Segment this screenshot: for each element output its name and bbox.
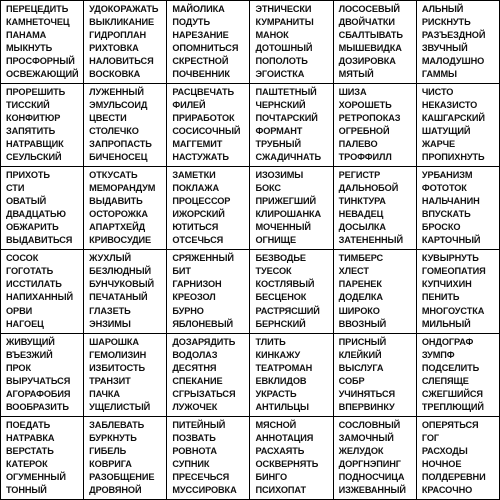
word: КУПЧИХИН bbox=[421, 279, 472, 290]
word: ПАНАМА bbox=[6, 29, 47, 40]
word: ШАТУЩИЙ bbox=[421, 126, 471, 137]
word: ШАРОШКА bbox=[89, 336, 139, 347]
word: ШИЗА bbox=[338, 87, 367, 97]
word: КРЕОЗОЛ bbox=[172, 292, 216, 303]
word: КАРТОЧНЫЙ bbox=[421, 235, 481, 246]
grid-cell bbox=[417, 334, 500, 417]
word: КЛИРОШАНКА bbox=[255, 209, 322, 220]
word: ПАЛЕВО bbox=[338, 139, 378, 150]
word: ДОРГНЭПИНГ bbox=[338, 458, 401, 469]
word: РИХТОВКА bbox=[89, 42, 139, 53]
word: ПРОЦЕССОР bbox=[172, 196, 231, 207]
grid-cell bbox=[334, 1, 417, 84]
word: ЯБЛОНЕВЫЙ bbox=[172, 318, 233, 329]
word: ОВАТЫЙ bbox=[6, 196, 47, 207]
word: ТРОФФИЛЛ bbox=[338, 152, 392, 163]
grid-cell bbox=[250, 334, 333, 417]
word: ДОТОШНЫЙ bbox=[255, 42, 313, 53]
grid-cell bbox=[84, 84, 167, 167]
word: НАЛЬЧАНИН bbox=[421, 196, 480, 207]
grid-cell bbox=[167, 334, 250, 417]
word: АНТИЛЬЦЫ bbox=[255, 401, 309, 412]
word: ПСИХОПАТ bbox=[255, 484, 306, 495]
grid-cell bbox=[1, 1, 84, 84]
word: ЭМУЛЬСОИД bbox=[89, 100, 148, 111]
word: МАЙОЛИКА bbox=[172, 3, 225, 14]
word: МАНОК bbox=[255, 29, 289, 40]
word: СОБР bbox=[338, 375, 365, 386]
word: ЕВКЛИДОВ bbox=[255, 375, 307, 386]
word: СОСИСОЧНЫЙ bbox=[172, 126, 241, 137]
word: ЛУЖЕННЫЙ bbox=[89, 87, 144, 97]
word: ВОСКОВКА bbox=[89, 69, 141, 80]
word: МЫШЕВИДКА bbox=[338, 42, 402, 53]
word: УДОКОРАЖАТЬ bbox=[89, 3, 159, 14]
word: СПЕКАНИЕ bbox=[172, 375, 223, 386]
grid-cell bbox=[84, 417, 167, 500]
word: МУССИРОВКА bbox=[172, 484, 237, 495]
word: МЯСНОЙ bbox=[255, 419, 297, 430]
word: ЖИВУЩИЙ bbox=[6, 336, 55, 347]
grid-cell bbox=[167, 167, 250, 250]
word: КОСТЛЯВЫЙ bbox=[255, 279, 315, 290]
grid-cell bbox=[334, 250, 417, 333]
word: ГИДРОПЛАН bbox=[89, 29, 147, 40]
grid-cell bbox=[84, 250, 167, 333]
word: РАЗЪЕЗДНОЙ bbox=[421, 29, 486, 40]
word: ПРОРЕШИТЬ bbox=[6, 87, 66, 97]
word: ПЕРЕЦЕДИТЬ bbox=[6, 3, 69, 14]
word: ДВОЙЧАТКИ bbox=[338, 16, 395, 27]
word: ХОРОШЕТЬ bbox=[338, 100, 392, 111]
word: ИЗЖЕВАННЫЙ bbox=[338, 484, 406, 495]
grid-cell bbox=[250, 417, 333, 500]
word: ОГРЕБНОЙ bbox=[338, 126, 390, 137]
word: ПОЧТАРСКИЙ bbox=[255, 113, 318, 124]
word: НОЧНОЕ bbox=[421, 458, 462, 469]
word: ЭТНИЧЕСКИ bbox=[255, 3, 312, 14]
word: РАСХАЯТЬ bbox=[255, 445, 305, 456]
grid-cell bbox=[334, 84, 417, 167]
word: ДОДЕЛКА bbox=[338, 292, 383, 303]
word: ТРЕПЛЮЩИЙ bbox=[421, 401, 484, 412]
word: РИСКНУТЬ bbox=[421, 16, 471, 27]
word: ТРУБНЫЙ bbox=[255, 139, 301, 150]
word: ПЕЧАТАНЫЙ bbox=[89, 292, 148, 303]
word: ПАЧКА bbox=[89, 388, 120, 399]
word: ГИБЕЛЬ bbox=[89, 445, 127, 456]
word: ЖЕЛУДОК bbox=[338, 445, 384, 456]
word: ТРАНЗИТ bbox=[89, 375, 131, 386]
word: ДЕСЯТНЯ bbox=[172, 362, 217, 373]
grid-cell bbox=[334, 417, 417, 500]
word: ГЕМОЛИЗИН bbox=[89, 349, 147, 360]
word: ПОЧВЕННИК bbox=[172, 69, 230, 80]
word: ВООБРАЗИТЬ bbox=[6, 401, 69, 412]
word: СЖАДИЧНАТЬ bbox=[255, 152, 322, 163]
word: ПРОК bbox=[6, 362, 31, 373]
word: СОСОК bbox=[6, 253, 39, 264]
word: ЗАБЛЕВАТЬ bbox=[89, 419, 145, 430]
word: РЕГИСТР bbox=[338, 170, 381, 181]
word: ПОДНОСЧИЦА bbox=[338, 471, 405, 482]
word: ИЗОЗИМЫ bbox=[255, 170, 304, 181]
word: ОПЕРЯТЬСЯ bbox=[421, 419, 479, 430]
grid-cell bbox=[167, 1, 250, 84]
word: ЖУХЛЫЙ bbox=[89, 253, 131, 264]
grid-cell bbox=[1, 167, 84, 250]
word: ПРОПИХНУТЬ bbox=[421, 152, 485, 163]
word: ПРЕСЕЧЬСЯ bbox=[172, 471, 230, 482]
grid-cell bbox=[417, 417, 500, 500]
word: ЗВУЧНЫЙ bbox=[421, 42, 468, 53]
word: ЗАТЕНЕННЫЙ bbox=[338, 235, 403, 246]
word: НАГОЕЦ bbox=[6, 318, 44, 329]
word: УЧИНЯТЬСЯ bbox=[338, 388, 395, 399]
word: ГОМЕОПАТИЯ bbox=[421, 266, 486, 277]
word: АЛЬНЫЙ bbox=[421, 3, 464, 14]
word: КАШГАРСКИЙ bbox=[421, 113, 485, 124]
word: КАТЕРОК bbox=[6, 458, 48, 469]
word: КИНКАЖУ bbox=[255, 349, 301, 360]
word: АННОТАЦИЯ bbox=[255, 432, 314, 443]
word: БОКС bbox=[255, 183, 281, 194]
grid-cell bbox=[167, 417, 250, 500]
word: ТОННЫЙ bbox=[6, 484, 47, 495]
word: ЗАПРОПАСТЬ bbox=[89, 139, 152, 150]
word: КРИВОСУДИЕ bbox=[89, 235, 152, 246]
word: ВЫКЛИКАНИЕ bbox=[89, 16, 155, 27]
word: ПОКЛАЖА bbox=[172, 183, 220, 194]
word: ИССТИЛАТЬ bbox=[6, 279, 62, 290]
word: ПОДУТЬ bbox=[172, 16, 210, 27]
grid-cell bbox=[250, 1, 333, 84]
word: ПРИРАБОТОК bbox=[172, 113, 235, 124]
word: УЩЕЛИСТЫЙ bbox=[89, 401, 151, 412]
word: ГЛАЗЕТЬ bbox=[89, 305, 131, 316]
word: ПРОСФОРНЫЙ bbox=[6, 56, 75, 67]
word: ФОТОТОК bbox=[421, 183, 467, 194]
word: ПРИСНЫЙ bbox=[338, 336, 387, 347]
word: ПОЛДЕРЕВНИ bbox=[421, 471, 486, 482]
word: СКРЕСТНОЙ bbox=[172, 56, 229, 67]
grid-cell bbox=[84, 334, 167, 417]
word: МЕМОРАНДУМ bbox=[89, 183, 156, 194]
word: СБАЛТЫВАТЬ bbox=[338, 29, 403, 40]
grid-cell bbox=[334, 167, 417, 250]
word: ОГУМЕННЫЙ bbox=[6, 471, 66, 482]
word: ОПОМНИТЬСЯ bbox=[172, 42, 239, 53]
word: ВПЕРВИНКУ bbox=[338, 401, 395, 412]
word: УРБАНИЗМ bbox=[421, 170, 473, 181]
word: ТУЕСОК bbox=[255, 266, 292, 277]
word: ШИРОКО bbox=[338, 305, 380, 316]
word: БУНЧУКОВЫЙ bbox=[89, 279, 155, 290]
word: ВЫСЛУГА bbox=[338, 362, 384, 373]
word: ЗАПЯТИТЬ bbox=[6, 126, 56, 137]
word: РАСХОДЫ bbox=[421, 445, 468, 456]
word: СУПНИК bbox=[172, 458, 210, 469]
grid-cell bbox=[167, 250, 250, 333]
word: ДРОВЯНОЙ bbox=[89, 484, 142, 495]
word: ВЫДАВИТЬ bbox=[89, 196, 143, 207]
word: РАЗОБЩЕНИЕ bbox=[89, 471, 155, 482]
word: АГОРАФОБИЯ bbox=[6, 388, 71, 399]
word: НЕВАДЕЦ bbox=[338, 209, 384, 220]
word: БИЧЕНОСЕЦ bbox=[89, 152, 148, 163]
word: ГАММЫ bbox=[421, 69, 457, 80]
word: ВОДОЛАЗ bbox=[172, 349, 218, 360]
word: ВЫДАВИТЬСЯ bbox=[6, 235, 73, 246]
word: ГОГ bbox=[421, 432, 439, 443]
word: ОТКУСАТЬ bbox=[89, 170, 138, 181]
word: ИЗБИТОСТЬ bbox=[89, 362, 145, 373]
word: ПЕНИТЬ bbox=[421, 292, 460, 303]
word: КУМРАНИТЫ bbox=[255, 16, 314, 27]
word: ПОДСЕЛИТЬ bbox=[421, 362, 480, 373]
grid-cell bbox=[250, 250, 333, 333]
word: РОВНОТА bbox=[172, 445, 217, 456]
word: ВЫРУЧАТЬСЯ bbox=[6, 375, 71, 386]
word: НАТРАВКА bbox=[6, 432, 55, 443]
grid-cell bbox=[417, 84, 500, 167]
word: ЗУМПФ bbox=[421, 349, 455, 360]
grid-cell bbox=[167, 84, 250, 167]
grid-cell bbox=[250, 84, 333, 167]
word: БИНГО bbox=[255, 471, 288, 482]
word: СЖЕГШИЙСЯ bbox=[421, 388, 483, 399]
word: НАРЕЗАНИЕ bbox=[172, 29, 229, 40]
word: КОВРИГА bbox=[89, 458, 132, 469]
grid-cell bbox=[1, 334, 84, 417]
word: ЧЕРНСКИЙ bbox=[255, 100, 306, 111]
grid-cell bbox=[84, 167, 167, 250]
word: ТИССКИЙ bbox=[6, 100, 50, 111]
word: ДОЗАРЯДИТЬ bbox=[172, 336, 236, 347]
grid-cell bbox=[417, 250, 500, 333]
word: ДОСЫЛКА bbox=[338, 222, 386, 233]
word: СОСЛОВНЫЙ bbox=[338, 419, 401, 430]
word: ДОЗИРОВКА bbox=[338, 56, 396, 67]
word: БЕРНСКИЙ bbox=[255, 318, 306, 329]
word: ПОЗВАТЬ bbox=[172, 432, 216, 443]
word: ВЕРСТАТЬ bbox=[6, 445, 54, 456]
word: ПОПОЛОТЬ bbox=[255, 56, 308, 67]
word: НАСТУЖАТЬ bbox=[172, 152, 229, 163]
word: СЕУЛЬСКИЙ bbox=[6, 152, 62, 163]
word: ВВОЗНЫЙ bbox=[338, 318, 387, 329]
word: РАСЦВЕЧАТЬ bbox=[172, 87, 235, 97]
word: ЖАРЧЕ bbox=[421, 139, 455, 150]
word: МАГГЕМИТ bbox=[172, 139, 223, 150]
word: ПАШТЕТНЫЙ bbox=[255, 87, 317, 97]
word: БРОСКО bbox=[421, 222, 461, 233]
word: КАМНЕТОЧЕЦ bbox=[6, 16, 70, 27]
word: ЛОСОСЕВЫЙ bbox=[338, 3, 400, 14]
word: РАСТРЯСШИЙ bbox=[255, 305, 320, 316]
word: СЛЕПЯЩЕ bbox=[421, 375, 469, 386]
word: ОСВЕЖАЮЩИЙ bbox=[6, 69, 79, 80]
word: ТЕАТРОМАН bbox=[255, 362, 313, 373]
word: ОСКВЕРНЯТЬ bbox=[255, 458, 319, 469]
grid-cell bbox=[250, 167, 333, 250]
word: ПАРЕНЕК bbox=[338, 279, 382, 290]
word: СТОЛЕЧКО bbox=[89, 126, 139, 137]
word: ОБЖАРИТЬ bbox=[6, 222, 59, 233]
word: НАТРАВЩИК bbox=[6, 139, 64, 150]
word: АПАРТХЕЙД bbox=[89, 222, 146, 233]
grid-cell bbox=[417, 167, 500, 250]
word: ПРИХОТЬ bbox=[6, 170, 50, 181]
word: ОРВИ bbox=[6, 305, 33, 316]
word: ЗАМЕТКИ bbox=[172, 170, 216, 181]
word: БИТ bbox=[172, 266, 191, 277]
word: ОНДОГРАФ bbox=[421, 336, 474, 347]
word: КОНФИТЮР bbox=[6, 113, 61, 124]
word: ОСТОРОЖКА bbox=[89, 209, 148, 220]
word: ЧИСТО bbox=[421, 87, 454, 97]
word: МЯТЫЙ bbox=[338, 69, 374, 80]
word: МИЛЬНЫЙ bbox=[421, 318, 471, 329]
word: ГОГОТАТЬ bbox=[6, 266, 54, 277]
word: СТИ bbox=[6, 183, 25, 194]
word: ГАРНИЗОН bbox=[172, 279, 222, 290]
word: ТИНКТУРА bbox=[338, 196, 386, 207]
word: ВПУСКАТЬ bbox=[421, 209, 471, 220]
word: КЛЕЙКИЙ bbox=[338, 349, 382, 360]
grid-cell bbox=[1, 84, 84, 167]
grid-cell bbox=[1, 250, 84, 333]
word: НЕКАЗИСТО bbox=[421, 100, 478, 111]
word: ХЛЕСТ bbox=[338, 266, 369, 277]
word: МОЧЕННЫЙ bbox=[255, 222, 311, 233]
word: МЫКНУТЬ bbox=[6, 42, 53, 53]
word: ЮТИТЬСЯ bbox=[172, 222, 219, 233]
word: ПРИЖЕГШИЙ bbox=[255, 196, 316, 207]
word: ТЛИТЬ bbox=[255, 336, 286, 347]
grid-cell bbox=[1, 417, 84, 500]
grid-cell bbox=[417, 1, 500, 84]
word: ДАЛЬНОБОЙ bbox=[338, 183, 399, 194]
word: ОГНИЩЕ bbox=[255, 235, 296, 246]
word: БУРНО bbox=[172, 305, 204, 316]
word: КРАСОЧНО bbox=[421, 484, 473, 495]
word: ЦВЕСТИ bbox=[89, 113, 127, 124]
word: УКРАСТЬ bbox=[255, 388, 297, 399]
word: РЕТРОПОКАЗ bbox=[338, 113, 401, 124]
word: МНОГОУСТКА bbox=[421, 305, 485, 316]
word: ПОЕДАТЬ bbox=[6, 419, 51, 430]
word: ПИТЕЙНЫЙ bbox=[172, 419, 226, 430]
word: БЕЗВОДЬЕ bbox=[255, 253, 306, 264]
word: ВЪЕЗЖИЙ bbox=[6, 349, 53, 360]
word: ТИМБЕРС bbox=[338, 253, 384, 264]
word: СРЯЖЕННЫЙ bbox=[172, 253, 234, 264]
word: ОТСЕЧЬСЯ bbox=[172, 235, 224, 246]
grid-cell bbox=[84, 1, 167, 84]
word: ЭГОИСТКА bbox=[255, 69, 305, 80]
word: КУВЫРНУТЬ bbox=[421, 253, 479, 264]
word: ЗАМОЧНЫЙ bbox=[338, 432, 394, 443]
word: ФИЛЕЙ bbox=[172, 100, 206, 111]
word: ЭНЗИМЫ bbox=[89, 318, 131, 329]
word: ИЖОРСКИЙ bbox=[172, 209, 225, 220]
word: ДВАДЦАТЬЮ bbox=[6, 209, 66, 220]
word: БЕЗЛЮДНЫЙ bbox=[89, 266, 151, 277]
word: НАПИХАННЫЙ bbox=[6, 292, 73, 303]
word: ЛУЖОЧЕК bbox=[172, 401, 218, 412]
word: СГРЫЗАТЬСЯ bbox=[172, 388, 236, 399]
word: МАЛОДУШНО bbox=[421, 56, 485, 67]
word: БЕСЦЕНОК bbox=[255, 292, 307, 303]
word: ФОРМАНТ bbox=[255, 126, 303, 137]
word: НАЛОВИТЬСЯ bbox=[89, 56, 154, 67]
word: БУРКНУТЬ bbox=[89, 432, 137, 443]
grid-cell bbox=[334, 334, 417, 417]
